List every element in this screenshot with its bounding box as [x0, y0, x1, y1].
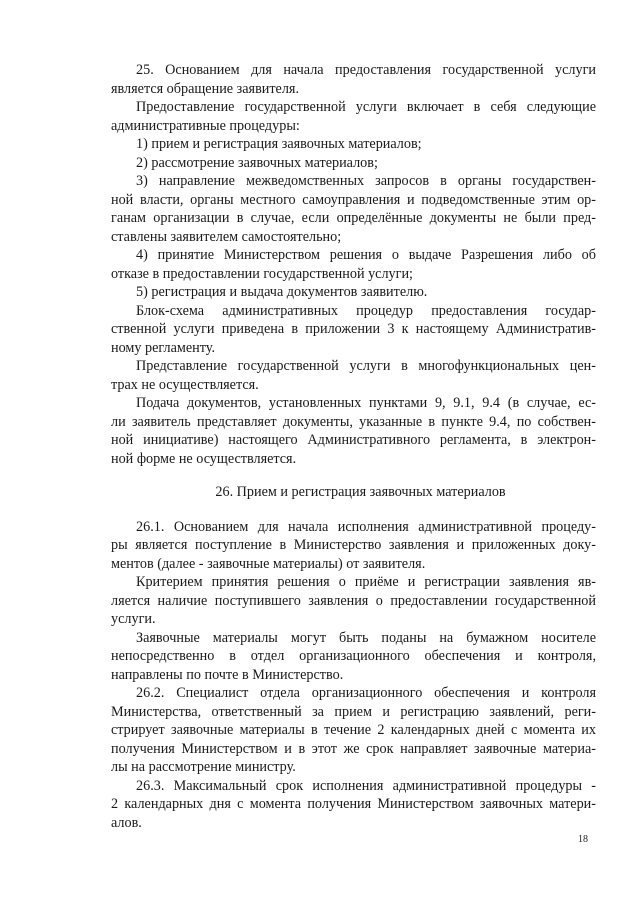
paragraph-line: 26.2. Специалист отдела организационного обеспечения и контроля: [136, 685, 596, 701]
paragraph-line: получения Министерством и в этот же срок направляет заявочные материа-: [111, 740, 596, 757]
paragraph-line: ной форме не осуществляется.: [111, 450, 297, 467]
paragraph-line: направлены по почте в Министерство.: [111, 666, 344, 683]
paragraph-line: трах не осуществляется.: [111, 376, 259, 393]
paragraph-line: 25. Основанием для начала предоставления государственной услуги: [136, 62, 596, 78]
paragraph-line: отказе в предоставлении государственной услуги;: [111, 265, 413, 282]
paragraph-line: непосредственно в отдел организационного обеспечения и контроля,: [111, 648, 596, 664]
paragraph-line: Предоставление государственной услуги включает в себя следующие: [136, 99, 596, 115]
paragraph-line: ляется наличие поступившего заявления о предоставлении государственной: [111, 592, 596, 609]
list-item: 2) рассмотрение заявочных материалов;: [136, 154, 378, 171]
paragraph-line: 2 календарных дня с момента получения Министерством заявочных матери-: [111, 796, 596, 812]
paragraph-line: лы на рассмотрение министру.: [111, 759, 296, 775]
paragraph-line: стрирует заявочные материалы в течение 2 календарных дней с момента их: [111, 722, 596, 738]
paragraph-line: ментов (далее - заявочные материалы) от заявителя.: [111, 555, 426, 572]
paragraph-line: Критерием принятия решения о приёме и регистрации заявления яв-: [136, 574, 596, 590]
paragraph-line: Подача документов, установленных пунктами 9, 9.1, 9.4 (в случае, ес-: [136, 395, 596, 411]
paragraph-line: алов.: [111, 814, 142, 831]
paragraph-line: ной инициативе) настоящего Административного регламента, в электрон-: [111, 432, 596, 448]
paragraph-line: Представление государственной услуги в многофункциональных цен-: [136, 358, 596, 374]
paragraph-line: ному регламенту.: [111, 339, 216, 356]
paragraph-line: Министерства, ответственный за прием и регистрацию заявлений, реги-: [111, 703, 596, 720]
list-item: 3) направление межведомственных запросов в органы государствен-: [136, 173, 596, 189]
paragraph-line: ственной услуги приведена в приложении 3 к настоящему Административ-: [111, 321, 596, 337]
paragraph-line: 26.3. Максимальный срок исполнения административной процедуры -: [136, 777, 596, 794]
paragraph-line: Блок-схема административных процедур предоставления государ-: [136, 302, 596, 319]
paragraph-line: 26.1. Основанием для начала исполнения административной процеду-: [136, 518, 596, 535]
section-25: [111, 61, 596, 468]
section-26: [111, 518, 596, 833]
page-number: 18: [578, 834, 588, 845]
list-item: 5) регистрация и выдача документов заявителю.: [136, 284, 428, 300]
paragraph-line: ли заявитель представляет документы, указанные в пункте 9.4, по собствен-: [111, 413, 596, 430]
list-item: 1) прием и регистрация заявочных материалов;: [136, 136, 422, 152]
paragraph-line: административные процедуры:: [111, 117, 300, 134]
list-item: 4) принятие Министерством решения о выдаче Разрешения либо об: [136, 247, 596, 263]
section-heading: 26. Прием и регистрация заявочных материалов: [215, 484, 506, 500]
paragraph-line: Заявочные материалы могут быть поданы на бумажном носителе: [136, 629, 596, 646]
paragraph-line: ры является поступление в Министерство заявления и приложенных доку-: [111, 537, 596, 553]
paragraph-line: ной власти, органы местного самоуправления и подведомственные этим ор-: [111, 191, 596, 208]
document-page: [111, 61, 596, 832]
paragraph-line: услуги.: [111, 611, 156, 627]
paragraph-line: ганам организации в случае, если определённые документы не были пред-: [111, 210, 596, 226]
paragraph-line: ставлены заявителем самостоятельно;: [111, 228, 342, 245]
paragraph-line: является обращение заявителя.: [111, 80, 300, 97]
